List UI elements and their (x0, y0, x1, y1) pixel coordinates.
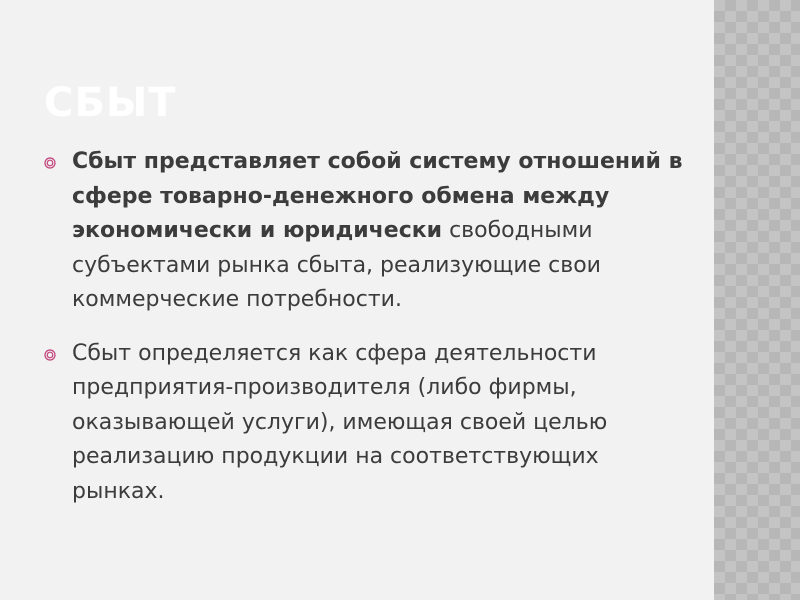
bullet-1-bold-text: Сбыт представляет собой систему отношений в сфере товарно-денежного обмена между экономически и юридически (72, 149, 683, 243)
bullet-item-2 (44, 337, 684, 510)
slide-title: СБЫТ (44, 80, 177, 126)
bullet-1-text: свободными субъектами рынка сбыта, реализующие свои коммерческие потребности. (72, 218, 601, 312)
bullet-item-1 (44, 145, 684, 318)
bullet-2-text: Сбыт определяется как сфера деятельности предприятия-производителя (либо фирмы, оказывающей услуги), имеющая своей целью реализацию продукции на соответствующих рынках. (72, 340, 608, 504)
circle-target-icon (44, 349, 56, 361)
bullet-list (44, 145, 684, 528)
circle-target-icon (44, 157, 56, 169)
decorative-side-panel (714, 0, 800, 600)
